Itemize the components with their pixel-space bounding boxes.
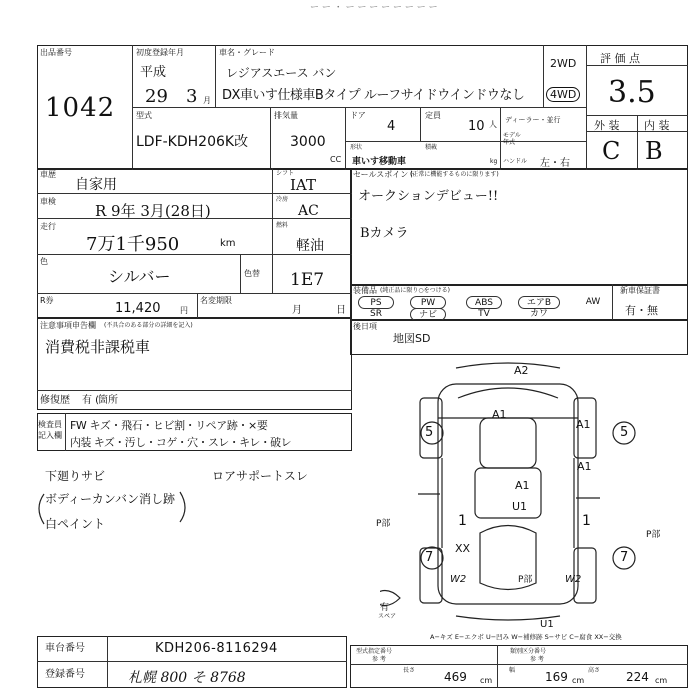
equip-navi: ナビ bbox=[410, 308, 446, 321]
registration-value: 札幌 800 そ 8768 bbox=[128, 670, 246, 686]
remark-bracket bbox=[30, 488, 200, 528]
type-code-label: 型式指定番号 bbox=[356, 648, 393, 655]
color-code-label: 色替 bbox=[244, 269, 260, 278]
dmg-rear-p: P部 bbox=[518, 575, 533, 585]
remark-line1: 下廻りサビ bbox=[45, 469, 106, 483]
notes-text: 消費税非課税車 bbox=[45, 338, 151, 356]
registration-label: 登録番号 bbox=[45, 669, 85, 680]
dmg-rear-u1: U1 bbox=[540, 619, 554, 630]
fuel-label: 燃料 bbox=[276, 222, 289, 229]
repair-unit: 箇所 bbox=[98, 395, 118, 406]
inspector-row2: 内装 キズ・汚し・コゲ・穴・スレ・キレ・破レ bbox=[70, 436, 291, 449]
height-value: 224 bbox=[626, 670, 649, 684]
doors-label: ドア bbox=[350, 111, 366, 120]
title-deadline-label: 名変期限 bbox=[200, 296, 232, 305]
title-deadline-day: 日 bbox=[336, 305, 346, 316]
sales-point-line1: オークションデビュー!! bbox=[358, 189, 499, 204]
r-ticket-value: 11,420 bbox=[115, 301, 161, 316]
dmg-roof-u1: U1 bbox=[512, 500, 528, 513]
remark-right: ロアサポートスレ bbox=[212, 469, 308, 483]
inspection-label: 車検 bbox=[40, 197, 56, 206]
dmg-right-p: P部 bbox=[646, 530, 661, 540]
dmg-right-mid-a1: A1 bbox=[577, 460, 592, 473]
lot-number: 1042 bbox=[45, 93, 116, 123]
shape-value: 車いす移動車 bbox=[352, 157, 407, 167]
dmg-left-w2: W2 bbox=[450, 574, 467, 585]
width-unit: cm bbox=[572, 676, 585, 685]
mileage-unit: km bbox=[220, 238, 236, 249]
vehicle-diagram bbox=[380, 358, 680, 628]
load-unit: kg bbox=[490, 158, 498, 165]
color-label: 色 bbox=[40, 257, 48, 266]
capacity-value: 10 bbox=[468, 119, 485, 134]
aircon-label: 冷房 bbox=[276, 196, 289, 203]
inspector-row1: FW キズ・飛石・ヒビ割・リペア跡・×要 bbox=[70, 419, 268, 432]
spare-tire-sublabel: スペア bbox=[378, 613, 397, 620]
type-code-sub: 参 考 bbox=[372, 656, 386, 663]
r-ticket-unit: 円 bbox=[180, 306, 188, 315]
doors-value: 4 bbox=[387, 119, 396, 134]
chassis-value: KDH206-8116294 bbox=[155, 641, 278, 656]
model-code-value: LDF-KDH206K改 bbox=[136, 134, 249, 150]
shift-value: IAT bbox=[290, 176, 316, 194]
repair-value: 有 ( bbox=[82, 395, 100, 406]
dmg-right-1: 1 bbox=[582, 513, 591, 529]
width-value: 169 bbox=[545, 670, 568, 684]
remark-line3: 白ペイント bbox=[45, 517, 106, 531]
capacity-unit: 人 bbox=[489, 120, 497, 129]
evaluation-score: 3.5 bbox=[608, 75, 656, 110]
ext-grade: C bbox=[602, 137, 621, 165]
capacity-label: 定員 bbox=[425, 111, 441, 120]
dmg-front-left-5: 5 bbox=[425, 425, 434, 440]
history-label: 車歴 bbox=[40, 170, 56, 179]
inspector-label2: 記入欄 bbox=[38, 431, 62, 440]
first-reg-year: 29 bbox=[145, 86, 168, 107]
first-reg-label: 初度登録年月 bbox=[136, 48, 184, 57]
warranty-value: 有・無 bbox=[625, 304, 658, 317]
equip-leather: カワ bbox=[529, 309, 548, 319]
remark-line2: ボディーカンバン消し跡 bbox=[45, 492, 175, 506]
header-text: ー ー ・ ー ー ー ー ー ー ー ー bbox=[310, 3, 438, 13]
sales-point-label: セールスポイント bbox=[353, 170, 417, 179]
handle-label: ハンドル bbox=[503, 158, 528, 165]
shape-label: 形状 bbox=[350, 144, 363, 151]
dmg-right-w2: W2 bbox=[565, 574, 582, 585]
sales-point-line2: Bカメラ bbox=[360, 226, 409, 241]
model-name-label: 車名・グレード bbox=[219, 48, 275, 57]
drive-2wd: 2WD bbox=[550, 57, 577, 70]
damage-legend: A−キズ E−エクボ U−凹み W−補修跡 S−サビ C−腐食 XX−交換 bbox=[430, 633, 622, 641]
mileage-value: 7万1千950 bbox=[86, 234, 180, 255]
color-value: シルバー bbox=[108, 267, 171, 286]
height-unit: cm bbox=[655, 676, 668, 685]
length-unit: cm bbox=[480, 676, 493, 685]
inspector-label1: 検査員 bbox=[38, 420, 62, 429]
equipment-label: 装備品 bbox=[353, 286, 377, 295]
int-grade: B bbox=[645, 137, 663, 165]
warranty-label: 新車保証書 bbox=[620, 286, 660, 295]
displacement-label: 排気量 bbox=[274, 111, 298, 120]
r-ticket-label: R券 bbox=[40, 296, 54, 305]
first-reg-month: 3 bbox=[186, 86, 198, 107]
after-install-label: 後日項 bbox=[353, 322, 377, 331]
model-code-label: 型式 bbox=[136, 111, 152, 120]
dmg-right-front-a1: A1 bbox=[576, 418, 591, 431]
equip-ps: PS bbox=[358, 296, 394, 309]
equip-abs: ABS bbox=[466, 296, 502, 309]
equip-aw: AW bbox=[585, 297, 601, 307]
equip-sr: SR bbox=[370, 309, 382, 319]
length-value: 469 bbox=[444, 670, 467, 684]
shift-label: シフト bbox=[276, 170, 295, 177]
notes-label: 注意事項申告欄 bbox=[40, 321, 96, 330]
dealer-label: ディーラー・並行 bbox=[505, 116, 561, 124]
first-reg-month-unit: 月 bbox=[203, 96, 211, 105]
model-year-label: モデル年式 bbox=[503, 132, 521, 146]
int-label: 内 装 bbox=[644, 119, 670, 132]
after-install-value: 地図SD bbox=[393, 332, 431, 345]
equip-pw: PW bbox=[410, 296, 446, 309]
displacement-unit: CC bbox=[330, 155, 342, 164]
color-code-value: 1E7 bbox=[290, 270, 325, 290]
drive-4wd-circled: 4WD bbox=[546, 87, 580, 102]
equipment-note: (純正品に限り○をつける) bbox=[380, 287, 450, 294]
equip-airbag: エアB bbox=[518, 296, 560, 309]
notes-sublabel: (不具合のある部分の詳細を記入) bbox=[104, 322, 193, 329]
dmg-front-right-5: 5 bbox=[620, 425, 629, 440]
displacement-value: 3000 bbox=[290, 134, 326, 150]
length-label: 長さ bbox=[403, 667, 416, 674]
aircon-value: AC bbox=[298, 203, 319, 219]
spare-tire-label: 有 bbox=[380, 603, 390, 613]
dmg-rear-right-7: 7 bbox=[620, 550, 629, 565]
class-code-sub: 参 考 bbox=[530, 656, 544, 663]
dmg-left-p: P部 bbox=[376, 519, 391, 529]
dmg-rear-left-7: 7 bbox=[425, 550, 434, 565]
dmg-hood-a1: A1 bbox=[492, 408, 507, 421]
history-value: 自家用 bbox=[75, 177, 117, 193]
load-label: 積載 bbox=[425, 144, 438, 151]
title-deadline-month: 月 bbox=[292, 305, 302, 316]
equip-tv: TV bbox=[478, 309, 490, 319]
inspection-date: R 9年 3月(28日) bbox=[95, 202, 211, 220]
first-reg-era: 平成 bbox=[140, 65, 167, 80]
model-name-line1: レジアスエース バン bbox=[226, 66, 337, 80]
dmg-left-xx: XX bbox=[455, 542, 471, 555]
mileage-label: 走行 bbox=[40, 222, 56, 231]
dmg-front-a2: A2 bbox=[514, 364, 529, 377]
dmg-left-1: 1 bbox=[458, 513, 467, 529]
fuel-value: 軽油 bbox=[296, 238, 324, 254]
evaluation-label: 評 価 点 bbox=[600, 52, 640, 65]
dmg-roof-a1: A1 bbox=[515, 479, 530, 492]
ext-label: 外 装 bbox=[594, 119, 620, 132]
model-name-line2: DX車いす仕様車Bタイプ ルーフサイドウインドウなし bbox=[222, 88, 525, 103]
lot-label: 出品番号 bbox=[40, 48, 72, 57]
class-code-label: 類別区分番号 bbox=[510, 648, 547, 655]
height-label: 高さ bbox=[588, 667, 601, 674]
handle-options: 左・右 bbox=[540, 158, 570, 169]
width-label: 幅 bbox=[509, 667, 516, 674]
chassis-label: 車台番号 bbox=[45, 643, 85, 654]
repair-label: 修復歴 bbox=[40, 395, 70, 406]
sales-point-note: (正常に機能するものに限ります) bbox=[410, 171, 499, 178]
